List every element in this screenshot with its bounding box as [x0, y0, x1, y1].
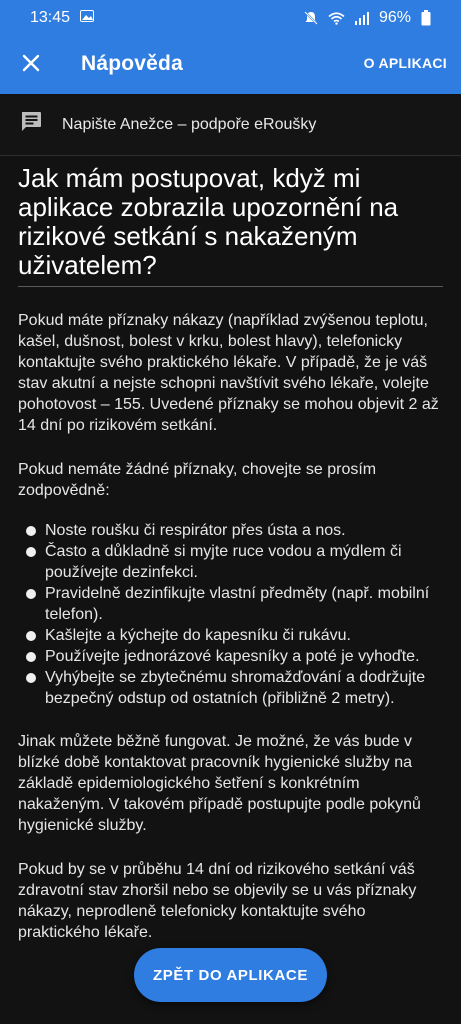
app-bar — [0, 36, 461, 94]
close-icon — [22, 54, 40, 77]
status-bar — [0, 0, 461, 36]
page-title: Nápověda — [81, 52, 183, 75]
chat-icon — [19, 110, 43, 139]
status-time: 13:45 — [30, 9, 71, 26]
wifi-icon — [328, 12, 345, 25]
back-to-app-button[interactable]: ZPĚT DO APLIKACE — [134, 948, 327, 1002]
article-paragraph-4: Pokud by se v průběhu 14 dní od rizikového setkání váš zdravotní stav zhoršil nebo se objevily se u vás příznaky nákazy, neprodleně telefonicky kontaktujte svého praktického lékaře. — [18, 861, 417, 941]
mute-icon — [304, 11, 318, 25]
list-item: Vyhýbejte se zbytečnému shromažďování a dodržujte bezpečný odstup od ostatních (přibližně 2 metry). — [18, 667, 443, 709]
list-item: Kašlejte a kýchejte do kapesníku či rukávu. — [18, 625, 443, 646]
list-item: Noste roušku či respirátor přes ústa a nos. — [18, 520, 443, 541]
article-paragraph-1: Pokud máte příznaky nákazy (například zvýšenou teplotu, kašel, dušnost, bolest v krku, bolest hlavy), telefonicky kontaktujte svého praktického lékaře. V případě, že je váš stav akutní a nejste schopni navštívit svého lékaře, volejte pohotovost – 155. Uvedené příznaky se mohou objevit 2 až 14 dní po rizikovém setkání. — [18, 312, 439, 434]
help-article — [18, 164, 443, 943]
list-item: Často a důkladně si myjte ruce vodou a mýdlem či používejte dezinfekci. — [18, 541, 443, 583]
about-app-button[interactable]: O APLIKACI — [363, 55, 447, 71]
signal-icon — [355, 12, 369, 25]
article-paragraph-3: Jinak můžete běžně fungovat. Je možné, že vás bude v blízké době kontaktovat pracovník hygienické služby na základě epidemiologického šetření s konkrétním nakaženým. V takovém případě postupujte podle pokynů hygienické služby. — [18, 733, 421, 834]
article-question: Jak mám postupovat, když mi aplikace zobrazila upozornění na rizikové setkání s nakaženým uživatelem? — [18, 164, 443, 287]
battery-icon — [421, 10, 431, 26]
recommendations-list — [18, 520, 443, 709]
image-icon — [80, 9, 94, 27]
list-item: Pravidelně dezinfikujte vlastní předměty (např. mobilní telefon). — [18, 583, 443, 625]
list-item: Používejte jednorázové kapesníky a poté je vyhoďte. — [18, 646, 443, 667]
article-paragraph-2: Pokud nemáte žádné příznaky, chovejte se prosím zodpovědně: — [18, 461, 377, 499]
close-button[interactable] — [14, 48, 48, 82]
contact-support-row[interactable] — [0, 94, 461, 156]
battery-level: 96% — [378, 9, 411, 26]
contact-support-label: Napište Anežce – podpoře eRoušky — [62, 115, 317, 133]
